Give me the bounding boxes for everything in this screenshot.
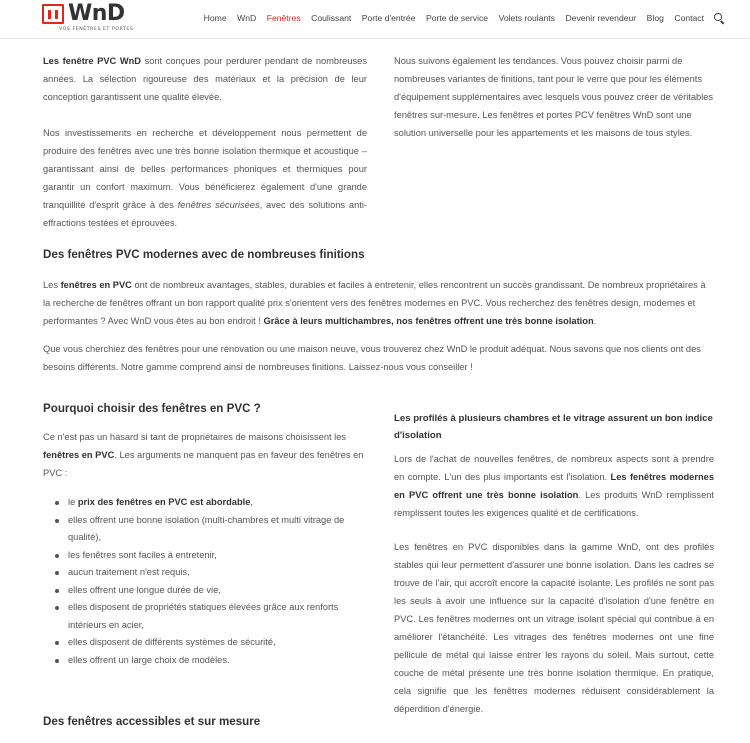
profiles-paragraph-1: Lors de l'achat de nouvelles fenêtres, de nombreux aspects sont à prendre en compte. L'un des plus importants est l'isolation. Les fenêtres modernes en PVC offrent une très bonne isolation. Les produits WnD remplissent remplissent toutes les exigences qualité et de certifications. bbox=[394, 454, 715, 518]
logo[interactable] bbox=[42, 1, 152, 34]
site-header bbox=[0, 0, 750, 39]
section-why-body bbox=[43, 428, 367, 669]
profiles-paragraph-2: Les fenêtres en PVC disponibles dans la gamme WnD, ont des profilés stables qui leur permettent d'assurer une bonne isolation. Dans les cadres se trouve de l'air, qui accroît encore la capacité isolante. Les profilés ne sont pas les seuls à avoir une influence sur la capacité d'isolation d'une fenêtre en PVC. Les fenêtres modernes ont un vitrage isolant spécial qui contribue à en améliorer l'étanchéité. Les vitrages des fenêtres modernes ont une fine pellicule de métal qui laisse entrer les rayons du soleil. Mais surtout, cette couche de métal présente une très bonne isolation thermique. En pratique, cela signifie que les fenêtres modernes réduisent considérablement la déperdition d'énergie. bbox=[394, 542, 714, 714]
nav-porte-service[interactable]: Porte de service bbox=[425, 13, 489, 23]
nav-porte-entree[interactable]: Porte d'entrée bbox=[361, 13, 416, 23]
nav-devenir-revendeur[interactable]: Devenir revendeur bbox=[565, 13, 637, 23]
intro-left bbox=[43, 52, 367, 232]
logo-text: WnD bbox=[68, 1, 125, 26]
search-icon[interactable] bbox=[714, 13, 724, 23]
list-item: aucun traitement n'est requis, bbox=[43, 564, 367, 582]
nav-contact[interactable]: Contact bbox=[674, 13, 704, 23]
logo-tagline: VOS FENÊTRES ET PORTES bbox=[59, 27, 134, 32]
section-title-access: Des fenêtres accessibles et sur mesure bbox=[43, 715, 261, 728]
intro-right bbox=[394, 52, 714, 142]
nav-fenetres[interactable]: Fenêtres bbox=[266, 13, 301, 23]
advantages-list bbox=[43, 494, 367, 669]
section-modern-body bbox=[43, 276, 715, 376]
intro-paragraph-1: Les fenêtre PVC WnD sont conçues pour perdurer pendant de nombreuses années. La sélection rigoureuse des matériaux et la précision de leur conception garantissent une qualité élevée. bbox=[43, 56, 367, 102]
nav-coulissant[interactable]: Coulissant bbox=[311, 13, 352, 23]
list-item: elles disposent de propriétés statiques élevées grâce aux renforts intérieurs en acier, bbox=[43, 599, 367, 634]
nav-wnd[interactable]: WnD bbox=[237, 13, 257, 23]
section-title-profiles: Les profilés à plusieurs chambres et le vitrage assurent un bon indice d'isolation bbox=[394, 413, 713, 441]
list-item: elles offrent une bonne isolation (multi-chambres et multi vitrage de qualité), bbox=[43, 512, 367, 547]
list-item: elles offrent un large choix de modèles. bbox=[43, 652, 367, 670]
intro-paragraph-2: Nos investissements en recherche et développement nous permettent de produire des fenêtres avec une très bonne isolation thermique et acoustique – garantissant ainsi de belles performances phoniques et thermiques pour garantir un confort maximum. Vous bénéficierez également d'une grande tranquillité d'esprit grâce à des fenêtres sécurisées, avec des solutions anti-effractions testées et éprouvées. bbox=[43, 128, 367, 228]
section-title-modern: Des fenêtres PVC modernes avec de nombreuses finitions bbox=[43, 248, 365, 261]
logo-icon bbox=[42, 4, 64, 24]
nav-volets-roulants[interactable]: Volets roulants bbox=[498, 13, 555, 23]
intro-right-paragraph: Nous suivons également les tendances. Vous pouvez choisir parmi de nombreuses variantes de finitions, tant pour le verre que pour les éléments d'équipement supplémentaires avec lesquels vous pouvez créer de véritables fenêtres sur-mesure. Les fenêtres et portes PCV fenêtres WnD sont une solution universelle pour les appartements et les maisons de tous styles. bbox=[394, 56, 714, 138]
nav-blog[interactable]: Blog bbox=[646, 13, 664, 23]
list-item: le prix des fenêtres en PVC est abordable, bbox=[43, 494, 367, 512]
main-nav bbox=[193, 13, 724, 23]
nav-home[interactable]: Home bbox=[203, 13, 227, 23]
modern-paragraph-2: Que vous cherchiez des fenêtres pour une rénovation ou une maison neuve, vous trouverez chez WnD le produit adéquat. Nous savons que nos clients ont des besoins différents. Notre gamme comprend ainsi de nombreuses finitions. Laissez-nous vous conseiller ! bbox=[43, 344, 701, 372]
list-item: les fenêtres sont faciles à entretenir, bbox=[43, 547, 367, 565]
why-intro: Ce n'est pas un hasard si tant de propriétaires de maisons choisissent les fenêtres en PVC. Les arguments ne manquent pas en faveur des fenêtres en PVC : bbox=[43, 432, 364, 478]
modern-paragraph-1: Les fenêtres en PVC ont de nombreux avantages, stables, durables et faciles à entretenir, elles rencontrent un succès grandissant. De nombreux propriétaires à la recherche de fenêtres offrant un bon rapport qualité prix s'orientent vers des fenêtres modernes en PVC. Vous recherchez des fenêtres design, modernes et performantes ? Avec WnD vous êtes au bon endroit ! Grâce à leurs multichambres, nos fenêtres offrent une très bonne isolation. bbox=[43, 280, 706, 326]
section-profiles-body bbox=[394, 450, 714, 718]
section-title-why: Pourquoi choisir des fenêtres en PVC ? bbox=[43, 402, 261, 415]
list-item: elles disposent de différents systèmes de sécurité, bbox=[43, 634, 367, 652]
list-item: elles offrent une longue durée de vie, bbox=[43, 582, 367, 600]
